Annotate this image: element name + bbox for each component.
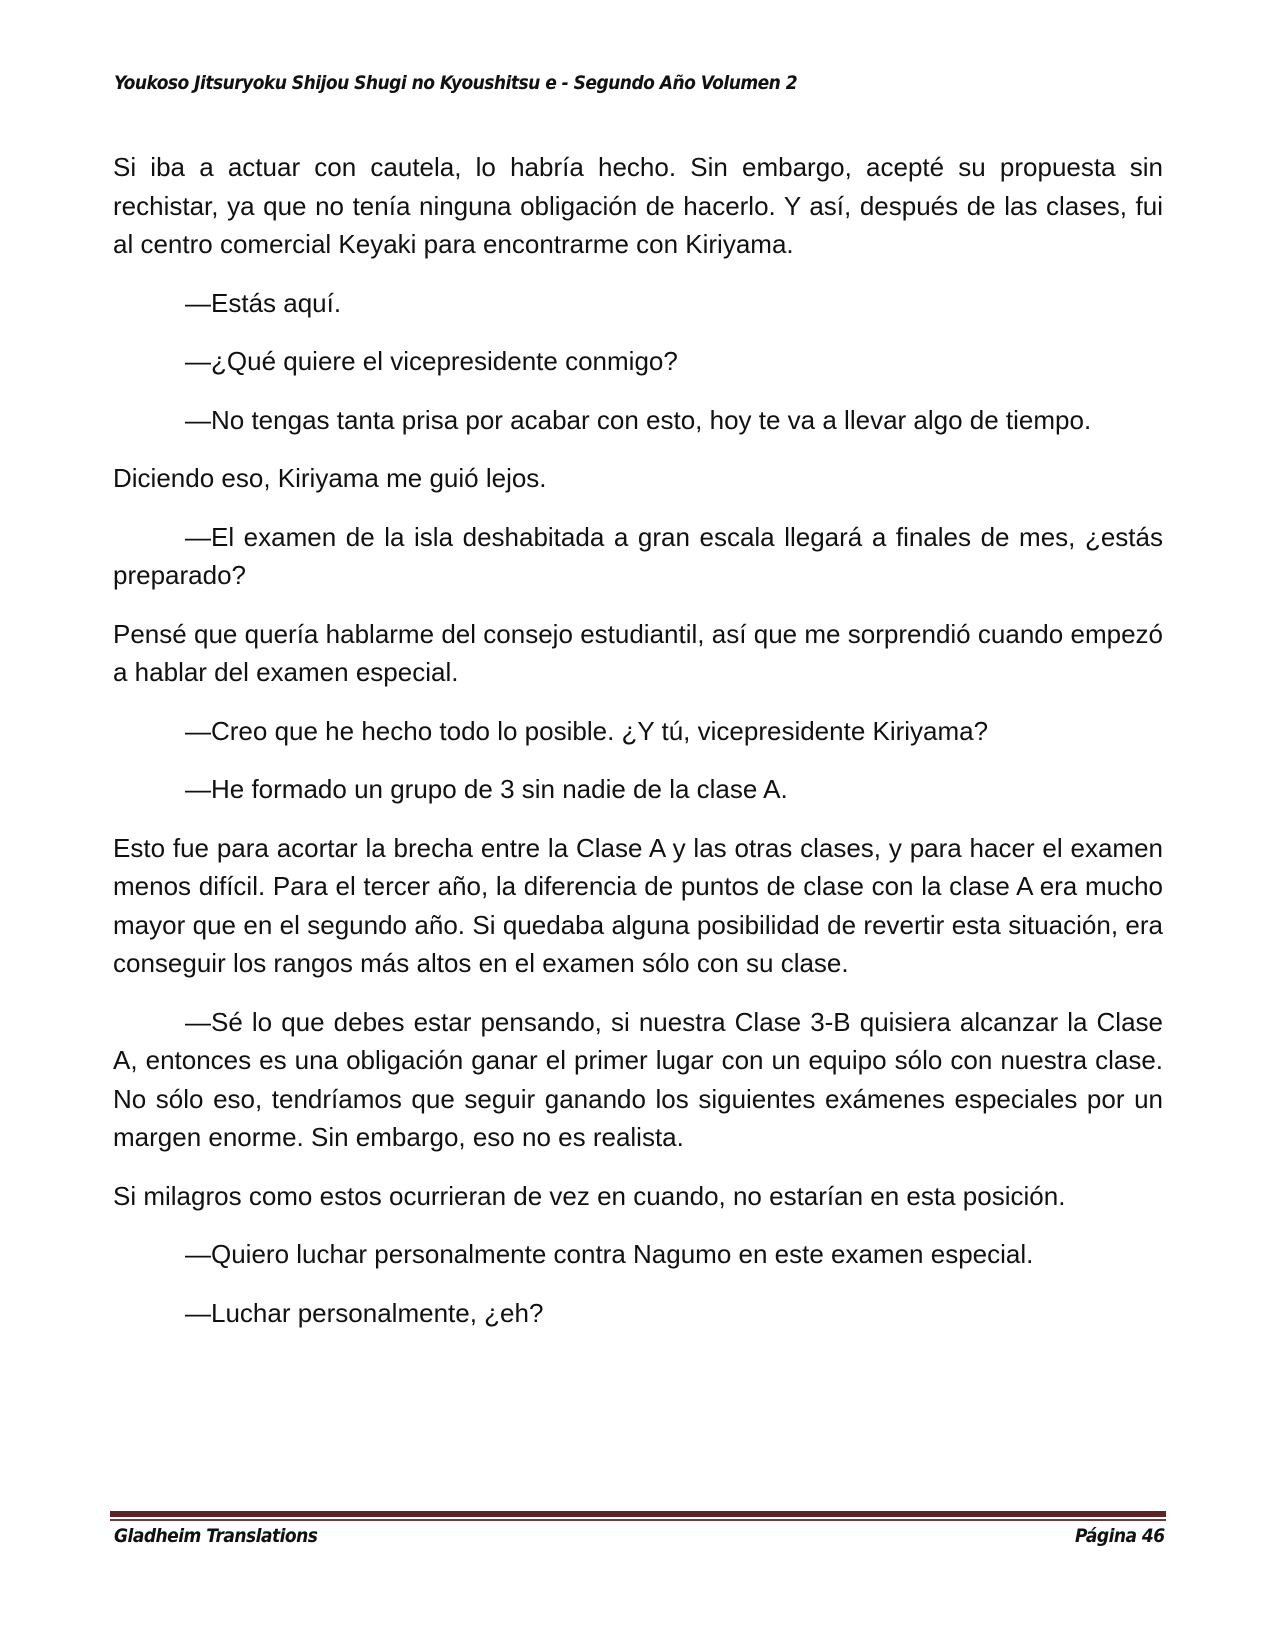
footer-page-number: Página 46: [1075, 1525, 1165, 1547]
dialog-line: —Quiero luchar personalmente contra Nagumo en este examen especial.: [185, 1239, 1034, 1269]
footer-translator-credit: Gladheim Translations: [114, 1525, 318, 1547]
paragraph: Si milagros como estos ocurrieran de vez en cuando, no estarían en esta posición.: [113, 1180, 1066, 1211]
dialog-line: —Creo que he hecho todo lo posible. ¿Y tú, vicepresidente Kiriyama?: [185, 715, 989, 746]
footer-divider-thin: [110, 1519, 1166, 1521]
paragraph: Esto fue para acortar la brecha entre la Clase A y las otras clases, y para hacer el examen menos difícil. Para el tercer año, la diferencia de puntos de clase con la clase A era mucho mayor que en el segundo año. Si quedaba alguna posibilidad de revertir esta situación, era conseguir los rangos más altos en el examen sólo con su clase.: [113, 832, 1163, 978]
dialog-line: —El examen de la isla deshabitada a gran escala llegará a finales de mes, ¿estás preparado?: [113, 521, 1163, 590]
dialog-line: —Sé lo que debes estar pensando, si nuestra Clase 3-B quisiera alcanzar la Clase A, entonces es una obligación ganar el primer lugar con un equipo sólo con nuestra clase. No sólo eso, tendríamos que seguir ganando los siguientes exámenes especiales por un margen enorme. Sin embargo, eso no es realista.: [113, 1006, 1163, 1152]
dialog-line: —Luchar personalmente, ¿eh?: [185, 1297, 544, 1328]
dialog-line: —¿Qué quiere el vicepresidente conmigo?: [185, 346, 678, 376]
paragraph: Diciendo eso, Kiriyama me guió lejos.: [113, 463, 547, 493]
dialog-line: —Estás aquí.: [185, 287, 342, 318]
page-body: [113, 148, 1163, 1352]
paragraph: Si iba a actuar con cautela, lo habría hecho. Sin embargo, acepté su propuesta sin rechistar, ya que no tenía ninguna obligación de hacerlo. Y así, después de las clases, fui al centro comercial Keyaki para encontrarme con Kiriyama.: [113, 152, 1163, 259]
running-header-title: Youkoso Jitsuryoku Shijou Shugi no Kyoushitsu e - Segundo Año Volumen 2: [114, 72, 798, 94]
dialog-line: —He formado un grupo de 3 sin nadie de la clase A.: [185, 774, 788, 804]
dialog-line: —No tengas tanta prisa por acabar con esto, hoy te va a llevar algo de tiempo.: [185, 404, 1092, 435]
paragraph: Pensé que quería hablarme del consejo estudiantil, así que me sorprendió cuando empezó a hablar del examen especial.: [113, 618, 1163, 687]
footer-divider: [110, 1511, 1166, 1517]
